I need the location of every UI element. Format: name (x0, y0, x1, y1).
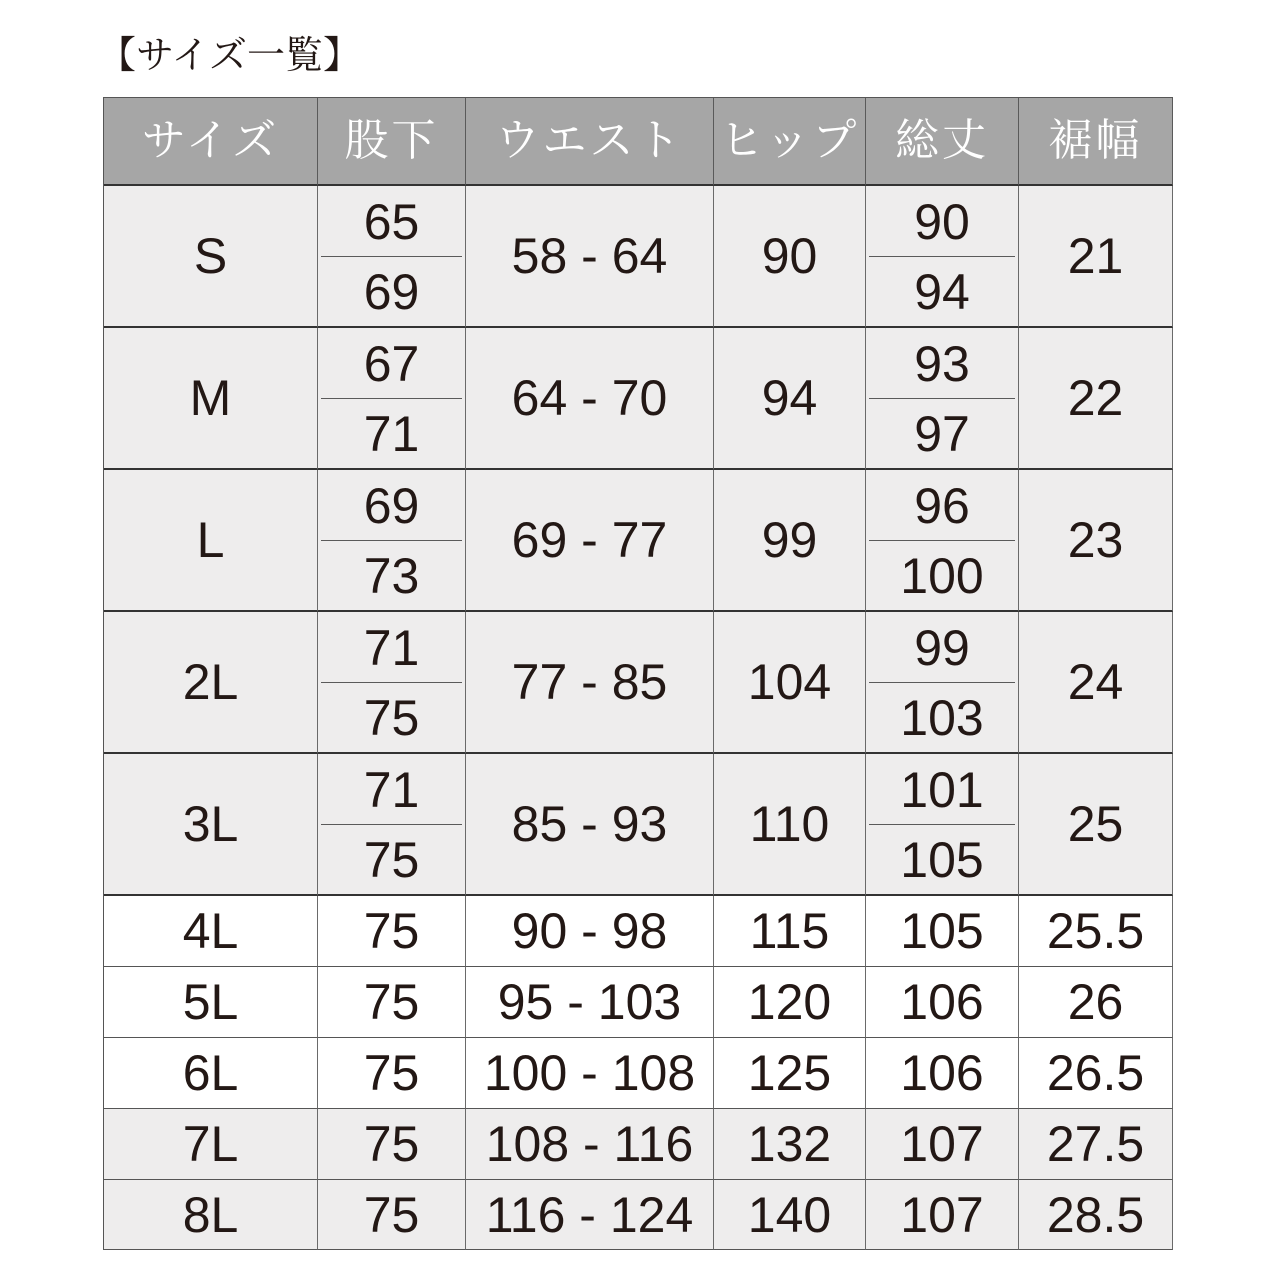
hem-cell: 28.5 (1019, 1180, 1173, 1250)
hem-cell: 26.5 (1019, 1038, 1173, 1109)
hip-cell: 120 (714, 967, 866, 1038)
hip-cell: 99 (714, 470, 866, 612)
header-hip: ヒップ (714, 98, 866, 186)
size-cell: M (104, 328, 318, 470)
hem-cell: 25.5 (1019, 896, 1173, 967)
waist-cell: 85 - 93 (466, 754, 714, 896)
waist-cell: 116 - 124 (466, 1180, 714, 1250)
inseam-cell: 75 (318, 683, 466, 754)
hip-cell: 132 (714, 1109, 866, 1180)
length-cell: 106 (866, 1038, 1019, 1109)
hip-cell: 115 (714, 896, 866, 967)
inseam-cell: 75 (318, 967, 466, 1038)
size-table (103, 97, 1173, 1250)
length-cell: 101 (866, 754, 1019, 825)
inseam-cell: 69 (318, 470, 466, 541)
waist-cell: 69 - 77 (466, 470, 714, 612)
hem-cell: 23 (1019, 470, 1173, 612)
size-cell: 5L (104, 967, 318, 1038)
page-title: 【サイズ一覧】 (98, 33, 361, 77)
hip-cell: 110 (714, 754, 866, 896)
size-cell: S (104, 186, 318, 328)
size-cell: 2L (104, 612, 318, 754)
hem-cell: 27.5 (1019, 1109, 1173, 1180)
hem-cell: 26 (1019, 967, 1173, 1038)
hem-cell: 22 (1019, 328, 1173, 470)
waist-cell: 77 - 85 (466, 612, 714, 754)
hem-cell: 24 (1019, 612, 1173, 754)
hip-cell: 94 (714, 328, 866, 470)
length-cell: 93 (866, 328, 1019, 399)
length-cell: 99 (866, 612, 1019, 683)
header-inseam: 股下 (318, 98, 466, 186)
length-cell: 103 (866, 683, 1019, 754)
length-cell: 107 (866, 1180, 1019, 1250)
hem-cell: 25 (1019, 754, 1173, 896)
length-cell: 100 (866, 541, 1019, 612)
waist-cell: 64 - 70 (466, 328, 714, 470)
hem-cell: 21 (1019, 186, 1173, 328)
header-hem: 裾幅 (1019, 98, 1173, 186)
length-cell: 106 (866, 967, 1019, 1038)
length-cell: 105 (866, 825, 1019, 896)
waist-cell: 95 - 103 (466, 967, 714, 1038)
inseam-cell: 71 (318, 399, 466, 470)
waist-cell: 90 - 98 (466, 896, 714, 967)
inseam-cell: 75 (318, 1180, 466, 1250)
header-length: 総丈 (866, 98, 1019, 186)
inseam-cell: 69 (318, 257, 466, 328)
size-cell: L (104, 470, 318, 612)
hip-cell: 104 (714, 612, 866, 754)
size-cell: 4L (104, 896, 318, 967)
length-cell: 90 (866, 186, 1019, 257)
inseam-cell: 67 (318, 328, 466, 399)
size-cell: 7L (104, 1109, 318, 1180)
hip-cell: 125 (714, 1038, 866, 1109)
inseam-cell: 75 (318, 896, 466, 967)
inseam-cell: 71 (318, 754, 466, 825)
length-cell: 107 (866, 1109, 1019, 1180)
inseam-cell: 65 (318, 186, 466, 257)
waist-cell: 100 - 108 (466, 1038, 714, 1109)
inseam-cell: 75 (318, 1109, 466, 1180)
inseam-cell: 75 (318, 825, 466, 896)
length-cell: 96 (866, 470, 1019, 541)
size-cell: 3L (104, 754, 318, 896)
length-cell: 94 (866, 257, 1019, 328)
waist-cell: 58 - 64 (466, 186, 714, 328)
size-cell: 6L (104, 1038, 318, 1109)
hip-cell: 140 (714, 1180, 866, 1250)
inseam-cell: 75 (318, 1038, 466, 1109)
header-waist: ウエスト (466, 98, 714, 186)
header-size: サイズ (104, 98, 318, 186)
inseam-cell: 71 (318, 612, 466, 683)
inseam-cell: 73 (318, 541, 466, 612)
length-cell: 97 (866, 399, 1019, 470)
length-cell: 105 (866, 896, 1019, 967)
hip-cell: 90 (714, 186, 866, 328)
waist-cell: 108 - 116 (466, 1109, 714, 1180)
size-cell: 8L (104, 1180, 318, 1250)
